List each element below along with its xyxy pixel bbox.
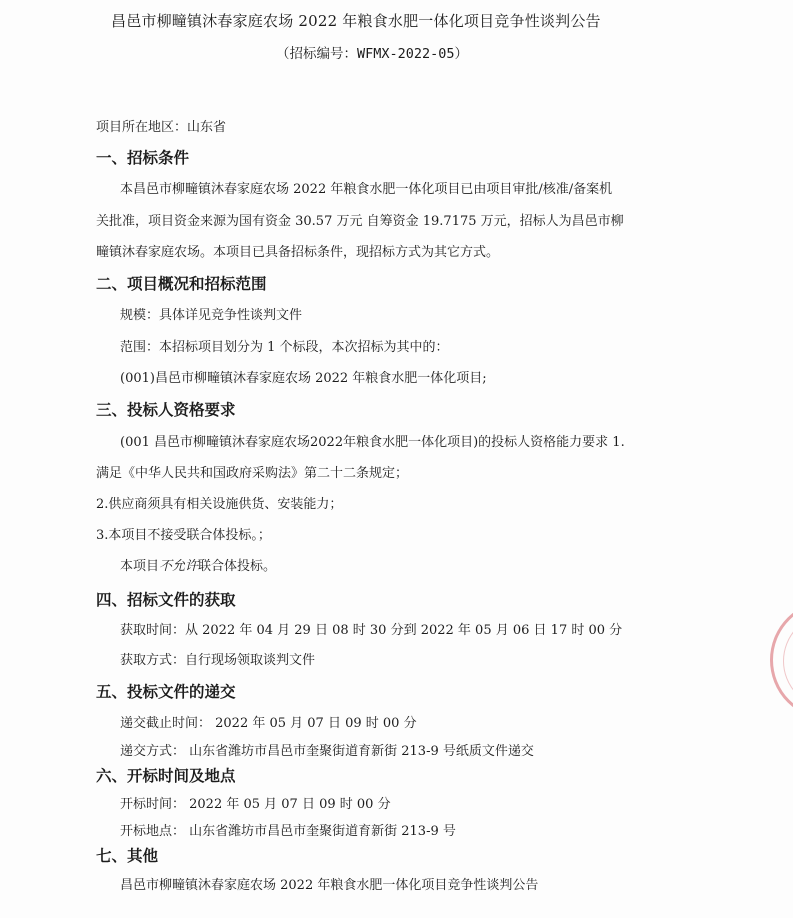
section-1-line-1: 本昌邑市柳疃镇沐春家庭农场 2022 年粮食水肥一体化项目已由项目审批/核准/备案机 bbox=[120, 182, 613, 197]
section-5-method: 递交方式： 山东省潍坊市昌邑市奎聚街道育新街 213-9 号纸质文件递交 bbox=[120, 744, 534, 759]
section-2-scope: 范围：本招标项目划分为 1 个标段，本次招标为其中的： bbox=[120, 340, 449, 355]
section-4-heading: 四、招标文件的获取 bbox=[96, 591, 236, 609]
document-title: 昌邑市柳疃镇沐春家庭农场 2022 年粮食水肥一体化项目竞争性谈判公告 bbox=[111, 12, 601, 30]
red-seal-inner-ring bbox=[783, 613, 793, 709]
section-6-heading: 六、开标时间及地点 bbox=[96, 767, 236, 785]
section-1-line-2: 关批准，项目资金来源为国有资金 30.57 万元 自筹资金 19.7175 万元，招标人为昌邑市柳 bbox=[96, 214, 624, 229]
section-5-deadline: 递交截止时间： 2022 年 05 月 07 日 09 时 00 分 bbox=[120, 716, 417, 731]
section-3-line-2: 满足《中华人民共和国政府采购法》第二十二条规定； bbox=[96, 466, 409, 481]
section-5-heading: 五、投标文件的递交 bbox=[96, 683, 236, 701]
section-2-heading: 二、项目概况和招标范围 bbox=[96, 275, 267, 293]
section-3-line-3: 2.供应商须具有相关设施供货、安装能力； bbox=[96, 497, 343, 512]
section-3-line-5 bbox=[120, 558, 276, 576]
section-3-line-1: (001 昌邑市柳疃镇沐春家庭农场2022年粮食水肥一体化项目)的投标人资格能力要求 1. bbox=[120, 435, 625, 450]
section-4-time: 获取时间：从 2022 年 04 月 29 日 08 时 30 分到 2022 年 05 月 06 日 17 时 00 分 bbox=[120, 623, 623, 638]
section-4-method: 获取方式：自行现场领取谈判文件 bbox=[120, 653, 316, 668]
tender-code: （招标编号：WFMX-2022-05） bbox=[276, 46, 469, 62]
section-3-line-5-italic: 不允许 bbox=[159, 559, 199, 574]
section-6-time: 开标时间： 2022 年 05 月 07 日 09 时 00 分 bbox=[120, 797, 391, 812]
section-6-place: 开标地点： 山东省潍坊市昌邑市奎聚街道育新街 213-9 号 bbox=[120, 824, 456, 839]
red-seal-stamp bbox=[770, 600, 793, 720]
section-7-line-1: 昌邑市柳疃镇沐春家庭农场 2022 年粮食水肥一体化项目竞争性谈判公告 bbox=[120, 878, 539, 893]
section-7-heading: 七、其他 bbox=[96, 847, 159, 865]
section-1-line-3: 疃镇沐春家庭农场。本项目已具备招标条件，现招标方式为其它方式。 bbox=[96, 245, 500, 260]
section-1-heading: 一、招标条件 bbox=[96, 149, 190, 167]
section-2-lot: (001)昌邑市柳疃镇沐春家庭农场 2022 年粮食水肥一体化项目; bbox=[120, 371, 487, 386]
section-3-line-4: 3.本项目不接受联合体投标。； bbox=[96, 528, 271, 543]
section-3-heading: 三、投标人资格要求 bbox=[96, 401, 236, 419]
project-region: 项目所在地区：山东省 bbox=[96, 120, 227, 135]
section-3-line-5-prefix: 本项目 bbox=[120, 559, 160, 574]
section-2-scale: 规模：具体详见竞争性谈判文件 bbox=[120, 308, 303, 323]
section-3-line-5-suffix: 联合体投标。 bbox=[198, 559, 277, 574]
